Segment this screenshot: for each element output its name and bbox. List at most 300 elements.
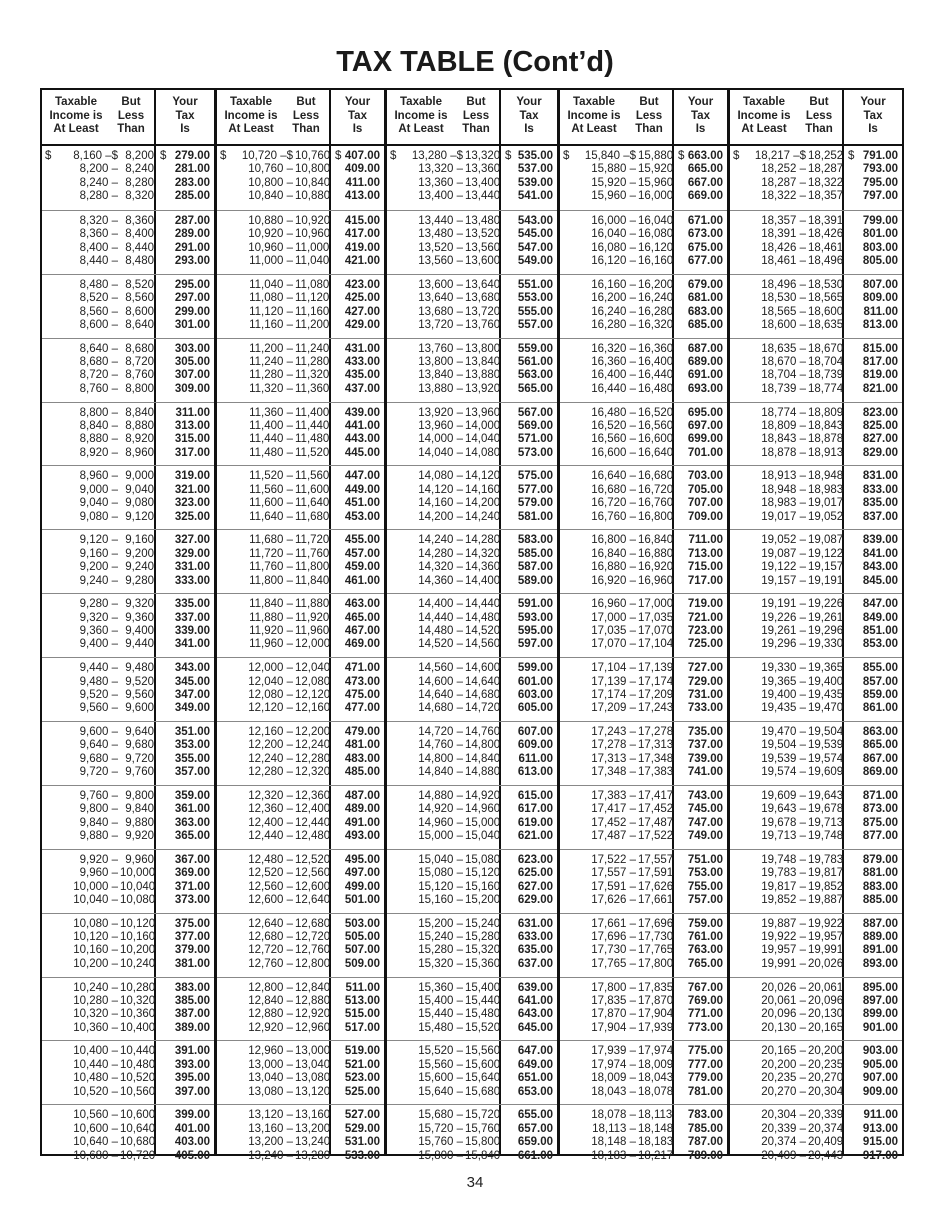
- table-row: [42, 958, 214, 971]
- tax-amount: 327.00: [174, 534, 210, 547]
- row-group: [42, 913, 214, 977]
- tax-amount: 629.00: [517, 893, 553, 906]
- tax-amount: 911.00: [863, 1109, 898, 1122]
- header-less-than: But Less Than: [635, 96, 663, 135]
- table-row: [560, 931, 727, 944]
- income-less-than: 11,000: [295, 241, 330, 254]
- tax-amount: 791.00: [862, 150, 898, 162]
- table-row: [217, 1072, 384, 1085]
- income-at-least: 11,920 –: [249, 625, 293, 638]
- income-at-least: 15,240 –: [418, 931, 463, 944]
- income-less-than: 19,887: [808, 893, 844, 906]
- income-at-least: 18,774 –: [761, 406, 806, 419]
- table-row: [42, 163, 214, 176]
- income-at-least: 17,174 –: [591, 688, 636, 701]
- tax-amount: 423.00: [344, 278, 380, 291]
- income-at-least: 10,560 –: [73, 1109, 118, 1122]
- income-at-least: 16,680 –: [591, 483, 636, 496]
- row-group: [730, 593, 902, 657]
- income-less-than: 14,480: [465, 611, 501, 624]
- tax-amount: 845.00: [862, 574, 898, 587]
- table-row: [217, 830, 384, 843]
- income-at-least: 9,400 –: [79, 638, 118, 651]
- income-at-least: 11,240 –: [249, 356, 293, 369]
- income-at-least: 19,643 –: [761, 803, 806, 816]
- table-row: [730, 638, 902, 651]
- income-less-than: 8,440: [125, 241, 154, 254]
- tax-amount: 337.00: [174, 611, 210, 624]
- income-less-than: 17,974: [638, 1045, 674, 1058]
- tax-amount: 743.00: [687, 789, 723, 802]
- income-less-than: 10,920: [295, 214, 331, 227]
- income-at-least: 11,520 –: [249, 470, 293, 483]
- table-row: [560, 803, 727, 816]
- tax-amount: 625.00: [517, 867, 553, 880]
- table-row: [42, 1150, 214, 1163]
- income-less-than: 10,960: [295, 228, 331, 241]
- income-less-than: 16,280: [638, 305, 674, 318]
- table-header: [42, 90, 214, 146]
- income-less-than: 18,496: [808, 255, 844, 268]
- table-row: [730, 982, 902, 995]
- row-group: [217, 529, 384, 593]
- table-row: [730, 958, 902, 971]
- income-at-least: 8,760 –: [79, 382, 118, 395]
- income-less-than: 19,052: [808, 510, 844, 523]
- income-less-than: 12,280: [295, 752, 331, 765]
- income-at-least: 13,040 –: [248, 1072, 293, 1085]
- income-at-least: 19,296 –: [761, 638, 806, 651]
- income-less-than: 16,800: [638, 510, 674, 523]
- table-row: [387, 356, 557, 369]
- table-row: [730, 854, 902, 867]
- income-less-than: 17,696: [638, 917, 674, 930]
- income-at-least: 18,739 –: [761, 382, 806, 395]
- table-row: [560, 511, 727, 524]
- tax-amount: 711.00: [688, 534, 723, 547]
- table-row: [217, 215, 384, 228]
- header-your-tax: Your Tax Is: [687, 96, 714, 135]
- table-row: [560, 306, 727, 319]
- table-row: [217, 497, 384, 510]
- tax-amount: 381.00: [174, 957, 210, 970]
- income-less-than: 18,461: [808, 241, 844, 254]
- table-row: [217, 1123, 384, 1136]
- table-row: [730, 894, 902, 907]
- tax-amount: 491.00: [344, 816, 380, 829]
- income-less-than: 8,480: [125, 255, 154, 268]
- table-row: [217, 817, 384, 830]
- income-less-than: 18,287: [808, 163, 844, 176]
- income-less-than: 15,000: [465, 816, 501, 829]
- row-group: [217, 146, 384, 210]
- income-less-than: 18,426: [808, 228, 844, 241]
- income-at-least: 13,240 –: [248, 1149, 293, 1162]
- income-less-than: 18,183: [638, 1136, 674, 1149]
- table-row: [217, 790, 384, 803]
- table-row: [730, 790, 902, 803]
- table-row: [42, 766, 214, 779]
- dollar-sign: $: [505, 150, 512, 162]
- table-row: [560, 548, 727, 561]
- table-row: [730, 575, 902, 588]
- tax-amount: 591.00: [517, 598, 553, 611]
- income-at-least: 19,783 –: [761, 867, 806, 880]
- table-row: [217, 534, 384, 547]
- tax-amount: 749.00: [687, 830, 723, 843]
- income-less-than: 14,960: [465, 803, 501, 816]
- tax-amount: 369.00: [174, 867, 210, 880]
- tax-amount: 367.00: [174, 853, 210, 866]
- table-row: [730, 1123, 902, 1136]
- table-row: [217, 255, 384, 268]
- income-less-than: 12,200: [295, 726, 331, 739]
- tax-amount: 397.00: [174, 1085, 210, 1098]
- table-row: [42, 484, 214, 497]
- income-less-than: 18,113: [638, 1109, 673, 1122]
- income-less-than: 10,520: [120, 1072, 156, 1085]
- table-row: [730, 433, 902, 446]
- table-row: [387, 575, 557, 588]
- income-at-least: 13,480 –: [418, 228, 463, 241]
- table-row: [42, 1123, 214, 1136]
- income-less-than: 13,360: [465, 163, 501, 176]
- income-at-least: 12,880 –: [248, 1008, 293, 1021]
- table-body: [560, 146, 727, 1162]
- table-row: [387, 433, 557, 446]
- income-at-least: 18,426 –: [761, 241, 806, 254]
- row-group: [560, 721, 727, 785]
- income-at-least: 14,600 –: [418, 675, 463, 688]
- income-at-least: 12,160 –: [248, 726, 293, 739]
- income-at-least: 15,920 –: [591, 176, 636, 189]
- table-row: [387, 612, 557, 625]
- income-less-than: 19,470: [808, 702, 844, 715]
- tax-amount: 577.00: [517, 483, 553, 496]
- tax-amount: 489.00: [344, 803, 380, 816]
- income-at-least: 9,040 –: [79, 497, 118, 510]
- income-at-least: 10,000 –: [73, 880, 118, 893]
- table-row: [560, 766, 727, 779]
- tax-amount: 299.00: [174, 305, 210, 318]
- income-less-than: 11,480: [295, 433, 330, 446]
- income-less-than: 20,165: [808, 1021, 844, 1034]
- income-at-least: 18,913 –: [761, 470, 806, 483]
- income-less-than: 9,160: [125, 534, 154, 547]
- income-at-least: 14,560 –: [418, 662, 463, 675]
- tax-amount: 781.00: [687, 1085, 723, 1098]
- tax-amount: 539.00: [517, 176, 553, 189]
- income-less-than: 11,880: [295, 598, 330, 611]
- table-row: [560, 830, 727, 843]
- income-less-than: 14,280: [465, 534, 501, 547]
- income-less-than: 10,600: [120, 1109, 156, 1122]
- income-less-than: 20,270: [808, 1072, 844, 1085]
- table-panel: [727, 90, 902, 1162]
- table-row: [730, 702, 902, 715]
- tax-amount: 879.00: [862, 853, 898, 866]
- tax-amount: 685.00: [687, 318, 723, 331]
- tax-amount: 435.00: [344, 369, 380, 382]
- income-less-than: 8,560: [125, 292, 154, 305]
- tax-amount: 563.00: [517, 369, 553, 382]
- income-less-than: 16,440: [638, 369, 674, 382]
- income-less-than: 12,520: [295, 853, 331, 866]
- table-row: [560, 255, 727, 268]
- income-at-least: 19,748 –: [761, 853, 806, 866]
- income-at-least: 17,313 –: [591, 752, 636, 765]
- income-less-than: 16,560: [638, 419, 674, 432]
- income-at-least: 11,880 –: [249, 611, 293, 624]
- income-at-least: 10,040 –: [73, 893, 118, 906]
- table-row: [217, 548, 384, 561]
- tax-amount: 695.00: [687, 406, 723, 419]
- table-row: [217, 881, 384, 894]
- tax-amount: 351.00: [174, 726, 210, 739]
- income-less-than: 8,640: [125, 318, 154, 331]
- income-less-than: 9,840: [125, 803, 154, 816]
- tax-amount: 437.00: [344, 382, 380, 395]
- tax-amount: 805.00: [862, 255, 898, 268]
- income-less-than: 14,240: [465, 510, 501, 523]
- income-less-than: 13,040: [295, 1058, 331, 1071]
- table-row: [42, 420, 214, 433]
- income-less-than: 17,730: [638, 931, 674, 944]
- income-less-than: 14,760: [465, 726, 501, 739]
- table-row: [217, 867, 384, 880]
- table-row: [42, 1109, 214, 1122]
- income-less-than: 19,435: [808, 688, 844, 701]
- table-row: [217, 739, 384, 752]
- tax-amount: 705.00: [687, 483, 723, 496]
- income-less-than: 14,920: [465, 789, 501, 802]
- income-less-than: 18,530: [808, 278, 844, 291]
- row-group: [730, 1040, 902, 1104]
- income-at-least: 15,880 –: [591, 163, 636, 176]
- income-less-than: 14,040: [465, 433, 501, 446]
- income-less-than: 14,200: [465, 497, 501, 510]
- income-at-least: 17,522 –: [591, 853, 636, 866]
- income-at-least: 10,360 –: [73, 1021, 118, 1034]
- income-less-than: 12,240: [295, 739, 331, 752]
- tax-amount: 657.00: [517, 1122, 553, 1135]
- table-row: [730, 1086, 902, 1099]
- income-less-than: 19,957: [808, 931, 844, 944]
- table-row: [42, 638, 214, 651]
- table-row: [387, 1022, 557, 1035]
- tax-amount: 677.00: [687, 255, 723, 268]
- income-at-least: 19,817 –: [761, 880, 806, 893]
- tax-amount: 649.00: [517, 1058, 553, 1071]
- income-at-least: 15,480 –: [418, 1021, 463, 1034]
- row-group: [730, 146, 902, 210]
- income-less-than: 10,120: [120, 917, 156, 930]
- table-row: [217, 279, 384, 292]
- income-at-least: 10,760 –: [248, 163, 293, 176]
- income-less-than: 19,122: [808, 547, 844, 560]
- income-at-least: 19,470 –: [761, 726, 806, 739]
- row-group: [217, 849, 384, 913]
- income-less-than: 9,800: [125, 789, 154, 802]
- income-less-than: 17,278: [638, 726, 674, 739]
- income-less-than: 15,880: [638, 150, 674, 162]
- table-row: [560, 228, 727, 241]
- income-at-least: 11,480 –: [249, 446, 293, 459]
- income-at-least: 13,120 –: [248, 1109, 293, 1122]
- income-less-than: 19,609: [808, 766, 844, 779]
- income-at-least: 17,557 –: [591, 867, 636, 880]
- income-at-least: 15,800 –: [418, 1149, 463, 1162]
- tax-amount: 481.00: [344, 739, 380, 752]
- row-group: [560, 1040, 727, 1104]
- tax-amount: 471.00: [344, 662, 380, 675]
- row-group: [730, 402, 902, 466]
- income-at-least: 11,760 –: [249, 561, 293, 574]
- tax-amount: 593.00: [517, 611, 553, 624]
- tax-amount: 757.00: [687, 893, 723, 906]
- tax-amount: 789.00: [687, 1149, 723, 1162]
- income-less-than: 12,840: [295, 981, 331, 994]
- tax-amount: 617.00: [517, 803, 553, 816]
- table-row: [560, 561, 727, 574]
- income-at-least: 12,440 –: [248, 830, 293, 843]
- tax-amount: 507.00: [344, 944, 380, 957]
- income-less-than: 13,920: [465, 382, 501, 395]
- tax-amount: 675.00: [687, 241, 723, 254]
- table-row: [42, 319, 214, 332]
- table-row: [42, 1059, 214, 1072]
- income-at-least: 16,000 –: [591, 214, 636, 227]
- table-row: [217, 982, 384, 995]
- income-less-than: 18,774: [808, 382, 844, 395]
- income-less-than: 17,487: [638, 816, 674, 829]
- tax-amount: 779.00: [687, 1072, 723, 1085]
- tax-amount: 565.00: [517, 382, 553, 395]
- income-at-least: 19,157 –: [761, 574, 806, 587]
- tax-amount: 873.00: [862, 803, 898, 816]
- tax-amount: 373.00: [174, 893, 210, 906]
- income-less-than: 17,800: [638, 957, 674, 970]
- income-at-least: 16,640 –: [591, 470, 636, 483]
- table-row: [217, 1045, 384, 1058]
- income-at-least: 19,400 –: [761, 688, 806, 701]
- table-row: [387, 995, 557, 1008]
- income-less-than: 15,080: [465, 853, 501, 866]
- income-at-least: 10,480 –: [73, 1072, 118, 1085]
- table-row: [387, 177, 557, 190]
- table-row: [217, 1086, 384, 1099]
- income-at-least: 19,261 –: [761, 625, 806, 638]
- income-less-than: 17,452: [638, 803, 674, 816]
- income-less-than: 14,000: [465, 419, 501, 432]
- table-row: [387, 279, 557, 292]
- income-at-least: 10,960 –: [248, 241, 293, 254]
- income-at-least: 9,240 –: [79, 574, 118, 587]
- table-row: [560, 638, 727, 651]
- table-row: [217, 163, 384, 176]
- income-less-than: 16,240: [638, 292, 674, 305]
- tax-amount: 783.00: [687, 1109, 723, 1122]
- income-at-least: 11,000 –: [249, 255, 293, 268]
- income-less-than: 17,765: [638, 944, 674, 957]
- income-less-than: 19,922: [808, 917, 844, 930]
- row-group: [560, 402, 727, 466]
- tax-amount: 405.00: [174, 1149, 210, 1162]
- table-row: [730, 484, 902, 497]
- table-row: [560, 177, 727, 190]
- income-less-than: 12,080: [295, 675, 331, 688]
- income-less-than: 8,840: [125, 406, 154, 419]
- tax-table: [40, 88, 904, 1162]
- tax-amount: 575.00: [517, 470, 553, 483]
- tax-amount: 723.00: [687, 625, 723, 638]
- tax-amount: 317.00: [174, 446, 210, 459]
- income-less-than: 12,920: [295, 1008, 331, 1021]
- income-at-least: 19,957 –: [761, 944, 806, 957]
- income-less-than: 9,120: [125, 510, 154, 523]
- tax-amount: 331.00: [174, 561, 210, 574]
- income-at-least: 16,760 –: [591, 510, 636, 523]
- income-less-than: 19,504: [808, 726, 844, 739]
- table-row: [387, 625, 557, 638]
- income-at-least: 13,920 –: [418, 406, 463, 419]
- income-at-least: 11,440 –: [249, 433, 293, 446]
- tax-amount: 739.00: [687, 752, 723, 765]
- tax-amount: 525.00: [344, 1085, 380, 1098]
- income-less-than: 16,000: [638, 190, 674, 203]
- table-row: [42, 497, 214, 510]
- tax-amount: 691.00: [687, 369, 723, 382]
- row-group: [560, 274, 727, 338]
- tax-amount: 323.00: [174, 497, 210, 510]
- table-row: [560, 867, 727, 880]
- income-at-least: 8,200 –: [79, 163, 118, 176]
- income-less-than: 10,880: [295, 190, 331, 203]
- tax-amount: 765.00: [687, 957, 723, 970]
- table-row: [560, 356, 727, 369]
- income-at-least: 16,320 –: [591, 342, 636, 355]
- tax-amount: 553.00: [517, 292, 553, 305]
- income-at-least: 14,680 –: [418, 702, 463, 715]
- table-row: [42, 944, 214, 957]
- income-less-than: 18,391: [808, 214, 844, 227]
- income-at-least: 11,360 –: [249, 406, 293, 419]
- row-group: [560, 657, 727, 721]
- table-row: [730, 407, 902, 420]
- table-row: [42, 407, 214, 420]
- tax-amount: 335.00: [174, 598, 210, 611]
- tax-amount: 893.00: [862, 957, 898, 970]
- income-at-least: 14,520 –: [418, 638, 463, 651]
- tax-amount: 509.00: [344, 957, 380, 970]
- income-at-least: 16,880 –: [591, 561, 636, 574]
- tax-amount: 501.00: [344, 893, 380, 906]
- tax-amount: 483.00: [344, 752, 380, 765]
- row-group: [217, 593, 384, 657]
- income-at-least: 18,113 –: [592, 1122, 636, 1135]
- income-at-least: 8,840 –: [79, 419, 118, 432]
- table-row: [387, 369, 557, 382]
- income-at-least: 10,680 –: [73, 1149, 118, 1162]
- income-at-least: 18,565 –: [761, 305, 806, 318]
- table-row: [42, 242, 214, 255]
- income-at-least: 14,880 –: [418, 789, 463, 802]
- income-at-least: 8,920 –: [79, 446, 118, 459]
- table-row: [217, 676, 384, 689]
- table-row: [387, 497, 557, 510]
- table-row: [560, 1008, 727, 1021]
- income-less-than: 11,800: [295, 561, 330, 574]
